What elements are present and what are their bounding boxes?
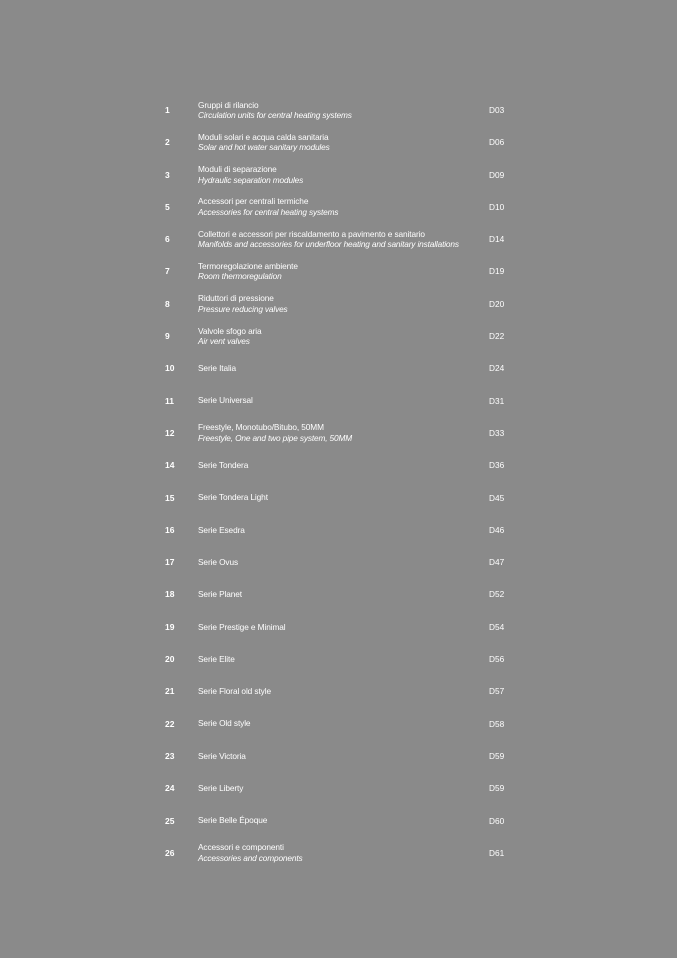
section-titles — [198, 740, 246, 772]
page-code: D46 — [489, 524, 505, 535]
section-title-italian: Serie Italia — [198, 363, 236, 374]
toc-entry[interactable] — [0, 320, 677, 352]
section-title-italian: Moduli di separazione — [198, 164, 277, 175]
section-number: 7 — [165, 266, 170, 277]
toc-entry[interactable] — [0, 805, 677, 837]
section-number: 22 — [165, 718, 175, 729]
toc-entry[interactable] — [0, 675, 677, 707]
section-title-english: Room thermoregulation — [198, 271, 282, 282]
toc-entry[interactable] — [0, 740, 677, 772]
section-titles — [198, 126, 330, 158]
section-titles — [198, 191, 338, 223]
section-titles — [198, 675, 271, 707]
section-number: 20 — [165, 654, 175, 665]
page-code: D14 — [489, 234, 505, 245]
section-title-italian: Accessori per centrali termiche — [198, 196, 309, 207]
section-title-italian: Collettori e accessori per riscaldamento a pavimento e sanitario — [198, 228, 425, 239]
section-titles — [198, 320, 262, 352]
section-title-italian: Riduttori di pressione — [198, 293, 274, 304]
page-code: D58 — [489, 718, 505, 729]
section-number: 24 — [165, 783, 175, 794]
section-title-italian: Serie Ovus — [198, 556, 239, 567]
section-titles — [198, 223, 459, 255]
section-title-italian: Serie Floral old style — [198, 686, 271, 697]
toc-entry[interactable] — [0, 126, 677, 158]
section-number: 9 — [165, 331, 170, 342]
section-titles — [198, 708, 250, 740]
section-title-english: Hydraulic separation modules — [198, 174, 304, 185]
section-title-italian: Serie Prestige e Minimal — [198, 621, 286, 632]
page-code: D03 — [489, 105, 505, 115]
section-title-english: Accessories for central heating systems — [198, 206, 339, 217]
section-title-italian: Serie Elite — [198, 653, 235, 664]
toc-entry[interactable] — [0, 191, 677, 223]
section-title-italian: Serie Esedra — [198, 524, 245, 535]
section-title-italian: Serie Tondera Light — [198, 492, 268, 503]
section-title-italian: Serie Universal — [198, 395, 253, 406]
page-code: D31 — [489, 395, 505, 406]
section-titles — [198, 255, 298, 287]
section-title-english: Circulation units for central heating systems — [198, 110, 352, 120]
section-number: 14 — [165, 460, 175, 471]
page-code: D33 — [489, 427, 505, 438]
toc-entry[interactable] — [0, 514, 677, 546]
table-of-contents — [0, 94, 677, 869]
page-code: D52 — [489, 589, 505, 600]
toc-entry[interactable] — [0, 708, 677, 740]
section-titles — [198, 417, 352, 449]
toc-entry[interactable] — [0, 385, 677, 417]
toc-entry[interactable] — [0, 546, 677, 578]
section-number: 15 — [165, 492, 175, 503]
page-code: D19 — [489, 266, 505, 277]
toc-entry[interactable] — [0, 482, 677, 514]
section-title-english: Air vent valves — [198, 336, 250, 347]
section-number: 3 — [165, 169, 170, 180]
section-titles — [198, 288, 288, 320]
section-titles — [198, 643, 235, 675]
section-number: 12 — [165, 427, 175, 438]
page-code: D22 — [489, 331, 505, 342]
page-code: D56 — [489, 654, 505, 665]
section-number: 18 — [165, 589, 175, 600]
section-number: 19 — [165, 621, 175, 632]
page-code: D45 — [489, 492, 505, 503]
section-titles — [198, 482, 268, 514]
section-title-italian: Accessori e componenti — [198, 842, 284, 853]
page-code: D10 — [489, 201, 505, 212]
section-title-english: Pressure reducing valves — [198, 303, 288, 314]
section-number: 25 — [165, 815, 175, 826]
toc-entry[interactable] — [0, 352, 677, 384]
section-number: 6 — [165, 234, 170, 245]
section-titles — [198, 449, 248, 481]
toc-entry[interactable] — [0, 288, 677, 320]
page-code: D59 — [489, 750, 505, 761]
toc-entry[interactable] — [0, 255, 677, 287]
section-titles — [198, 385, 253, 417]
section-titles — [198, 546, 238, 578]
page-code: D20 — [489, 298, 505, 309]
section-title-english: Accessories and components — [198, 852, 303, 863]
section-title-italian: Serie Tondera — [198, 460, 249, 471]
page-code: D61 — [489, 847, 505, 858]
section-number: 8 — [165, 298, 170, 309]
page-code: D09 — [489, 169, 505, 180]
toc-entry[interactable] — [0, 223, 677, 255]
section-number: 17 — [165, 557, 175, 568]
section-number: 5 — [165, 201, 170, 212]
section-title-italian: Serie Victoria — [198, 750, 246, 761]
page-code: D47 — [489, 557, 505, 568]
section-number: 10 — [165, 363, 175, 374]
section-titles — [198, 805, 267, 837]
page-code: D57 — [489, 686, 505, 697]
toc-entry[interactable] — [0, 772, 677, 804]
section-title-italian: Serie Planet — [198, 589, 242, 600]
toc-entry[interactable] — [0, 417, 677, 449]
section-titles — [198, 611, 286, 643]
section-titles — [198, 514, 245, 546]
section-titles — [198, 352, 236, 384]
section-titles — [198, 578, 242, 610]
section-title-italian: Moduli solari e acqua calda sanitaria — [198, 131, 329, 142]
section-titles — [198, 159, 303, 191]
page-code: D24 — [489, 363, 505, 374]
section-title-italian: Serie Belle Époque — [198, 815, 268, 826]
section-title-italian: Freestyle, Monotubo/Bitubo, 50MM — [198, 422, 324, 433]
section-number: 16 — [165, 524, 175, 535]
page-code: D59 — [489, 783, 505, 794]
section-title-italian: Valvole sfogo aria — [198, 325, 262, 336]
toc-entry[interactable] — [0, 643, 677, 675]
section-number: 26 — [165, 847, 175, 858]
section-title-english: Freestyle, One and two pipe system, 50MM — [198, 432, 353, 443]
toc-entry[interactable] — [0, 837, 677, 869]
section-number: 11 — [165, 395, 174, 406]
page-code: D36 — [489, 460, 505, 471]
toc-entry[interactable] — [0, 94, 677, 126]
section-number: 2 — [165, 137, 170, 148]
toc-entry[interactable] — [0, 449, 677, 481]
section-title-italian: Serie Old style — [198, 718, 251, 729]
toc-entry[interactable] — [0, 578, 677, 610]
page-code: D54 — [489, 621, 505, 632]
section-title-italian: Serie Liberty — [198, 782, 244, 793]
section-title-english: Manifolds and accessories for underfloor heating and sanitary installations — [198, 239, 459, 250]
section-number: 1 — [165, 105, 170, 115]
section-titles — [198, 772, 243, 804]
section-title-english: Solar and hot water sanitary modules — [198, 142, 330, 153]
page-code: D60 — [489, 815, 505, 826]
section-title-italian: Termoregolazione ambiente — [198, 260, 298, 271]
page-code: D06 — [489, 137, 505, 148]
toc-entry[interactable] — [0, 611, 677, 643]
toc-entry[interactable] — [0, 159, 677, 191]
section-number: 21 — [165, 686, 175, 697]
section-titles — [198, 94, 352, 126]
section-titles — [198, 837, 302, 869]
section-number: 23 — [165, 750, 175, 761]
section-title-italian: Gruppi di rilancio — [198, 99, 259, 110]
